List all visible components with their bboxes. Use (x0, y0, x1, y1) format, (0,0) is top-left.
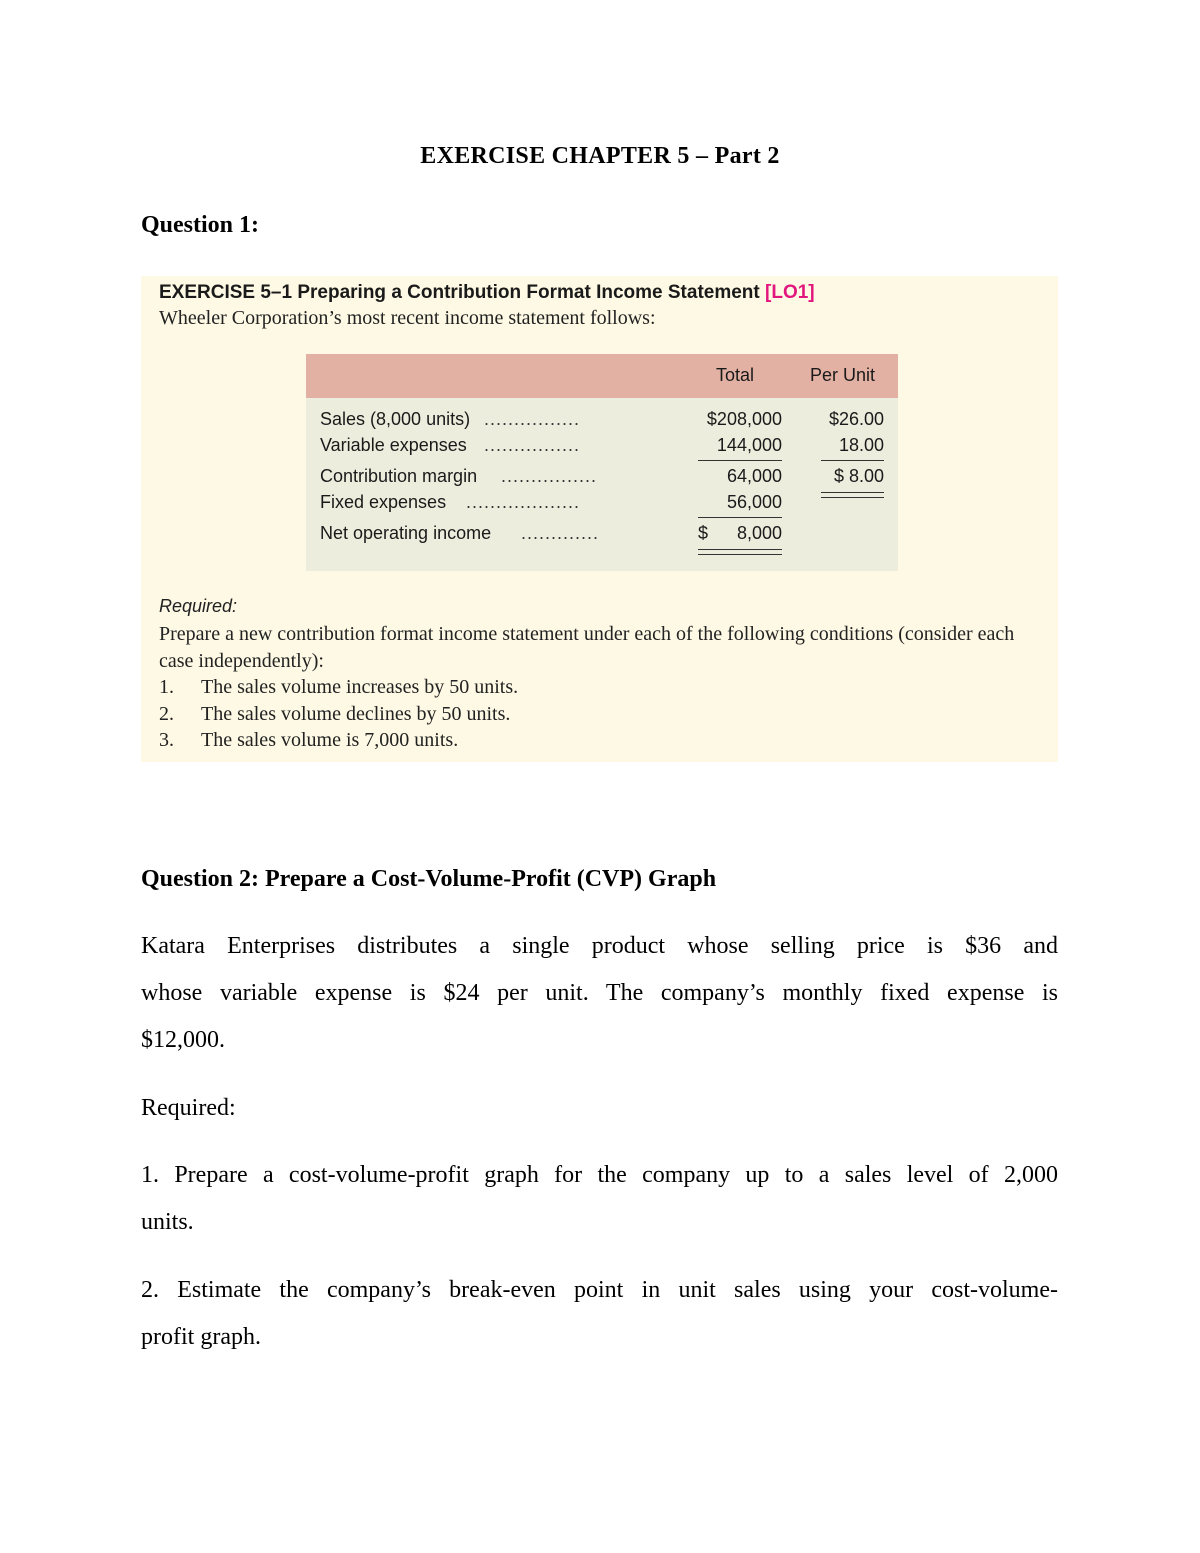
per-unit-underline (821, 460, 884, 461)
list-item-text: The sales volume is 7,000 units. (201, 729, 459, 751)
total-dollar-sign: $ (698, 523, 709, 543)
row-label: Sales (8,000 units) (320, 409, 471, 429)
list-item-number: 2. (159, 702, 174, 725)
paragraph-line: $12,000. (141, 1027, 225, 1053)
row-total: 144,000 (716, 435, 782, 455)
row-label: Contribution margin (320, 466, 478, 486)
row-total: $208,000 (706, 409, 782, 429)
column-header-per-unit: Per Unit (810, 365, 876, 385)
table-row (306, 523, 898, 547)
exercise-title: EXERCISE 5–1 Preparing a Contribution Format Income Statement [LO1] (159, 282, 815, 303)
exercise-required-text: Prepare a new contribution format income statement under each of the following conditions (consider each case independently): (159, 623, 1015, 672)
leader-dots: ................... (466, 492, 581, 512)
row-per-unit: $ 8.00 (833, 466, 884, 486)
paragraph-line: whose variable expense is $24 per unit. The company’s monthly fixed expense is (141, 980, 1058, 1006)
leader-dots: ................ (501, 466, 598, 486)
row-label: Variable expenses (320, 435, 467, 455)
paragraph-line: 2. Estimate the company’s break-even point in unit sales using your cost-volume- (141, 1277, 1058, 1303)
income-statement-header (306, 354, 898, 398)
list-item-text: The sales volume declines by 50 units. (201, 702, 511, 725)
list-item-number: 3. (159, 729, 174, 751)
question-2-required-label: Required: (141, 1095, 236, 1121)
row-total: 64,000 (726, 466, 782, 486)
leader-dots: ................ (484, 409, 581, 429)
paragraph-line: profit graph. (141, 1324, 261, 1350)
question-2-heading: Question 2: Prepare a Cost-Volume-Profit (CVP) Graph (141, 866, 717, 892)
exercise-required-label: Required: (159, 596, 238, 616)
row-total: 8,000 (736, 523, 782, 543)
leader-dots: ............. (521, 523, 600, 543)
row-per-unit: 18.00 (838, 435, 884, 455)
income-statement-table (306, 354, 898, 571)
question-2-requirement-2 (141, 1267, 1058, 1361)
total-double-underline (698, 549, 782, 555)
exercise-5-1-box (141, 276, 1058, 762)
total-underline (698, 460, 782, 461)
page-title: EXERCISE CHAPTER 5 – Part 2 (420, 143, 780, 169)
table-row (306, 409, 898, 433)
list-item-number: 1. (159, 676, 174, 698)
exercise-intro: Wheeler Corporation’s most recent income statement follows: (159, 307, 656, 329)
row-label: Net operating income (320, 523, 492, 543)
row-per-unit: $26.00 (828, 409, 884, 429)
paragraph-line: 1. Prepare a cost-volume-profit graph for the company up to a sales level of 2,000 (141, 1162, 1058, 1188)
question-2-requirement-1 (141, 1152, 1058, 1246)
paragraph-line: Katara Enterprises distributes a single product whose selling price is $36 and (141, 933, 1058, 959)
learning-objective-tag: [LO1] (765, 282, 815, 303)
table-row (306, 492, 898, 516)
question-2-paragraph (141, 923, 1058, 1064)
leader-dots: ................ (484, 435, 581, 455)
paragraph-line: units. (141, 1209, 194, 1235)
column-header-total: Total (716, 365, 755, 385)
list-item-text: The sales volume increases by 50 units. (201, 676, 519, 698)
table-row (306, 466, 898, 490)
table-row (306, 435, 898, 459)
total-underline (698, 517, 782, 518)
row-total: 56,000 (726, 492, 782, 512)
row-label: Fixed expenses (320, 492, 447, 512)
question-1-heading: Question 1: (141, 212, 260, 238)
